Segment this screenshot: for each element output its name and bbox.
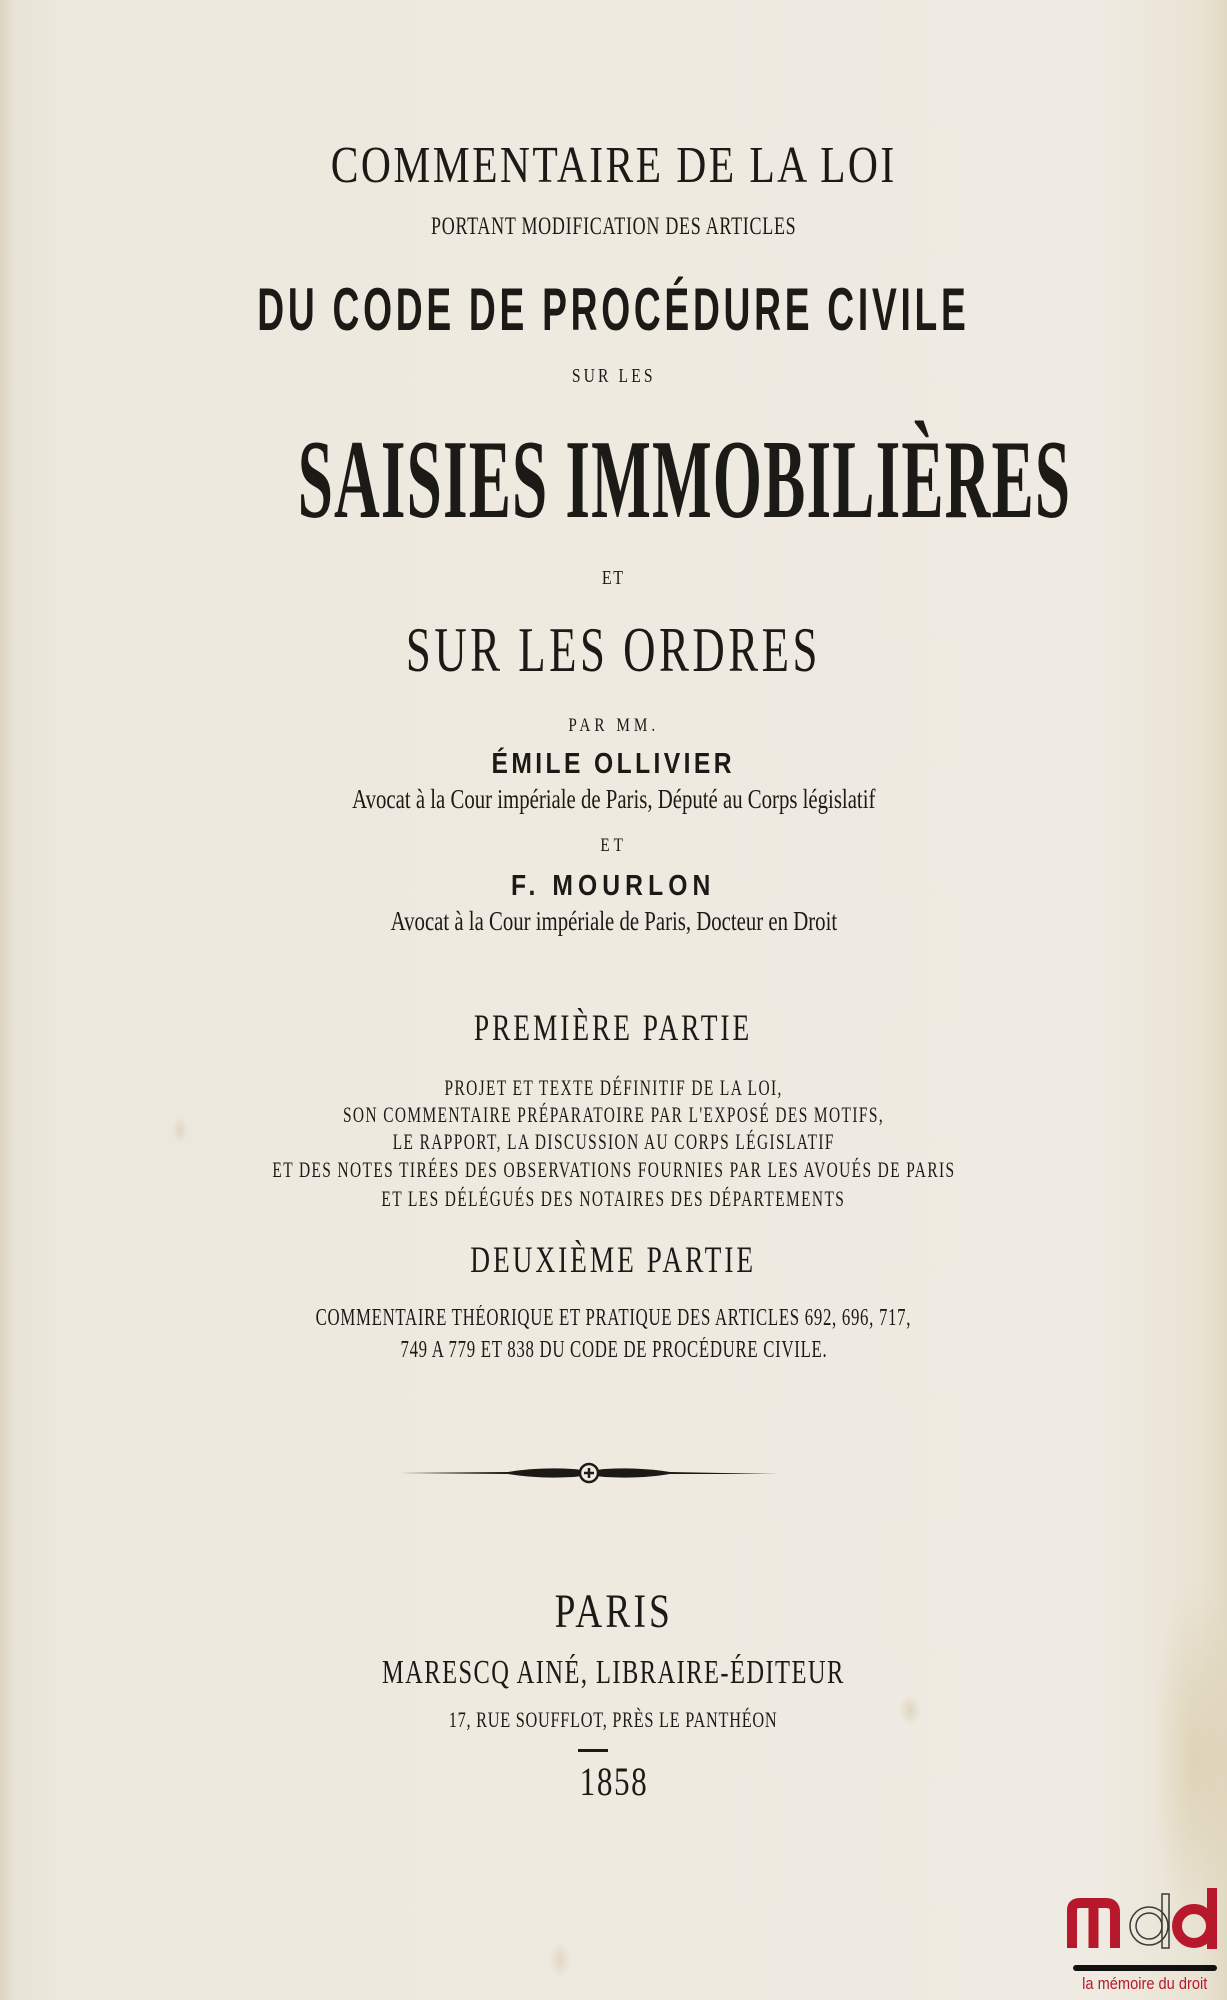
imprint-city: PARIS [554,1585,673,1638]
title-line-portant: PORTANT MODIFICATION DES ARTICLES [430,213,797,240]
author-name-mourlon: F. MOURLON [511,870,716,902]
part-one-line: LE RAPPORT, LA DISCUSSION AU CORPS LÉGISLATIF [392,1129,835,1154]
part-one-line: SON COMMENTAIRE PRÉPARATOIRE PAR L'EXPOSÉ DES MOTIFS, [342,1102,885,1127]
title-line-commentaire: COMMENTAIRE DE LA LOI [330,137,897,194]
part-two-heading: DEUXIÈME PARTIE [470,1240,757,1281]
author-description-mourlon: Avocat à la Cour impériale de Paris, Docteur en Droit [390,906,837,936]
title-line-code-procedure: DU CODE DE PROCÉDURE CIVILE [257,276,970,343]
authors-intro: PAR MM. [568,715,659,736]
main-title-saisies: SAISIES IMMOBILIÈRES [297,418,1072,542]
authors-conjunction: ET [600,835,627,856]
part-one-line: PROJET ET TEXTE DÉFINITIF DE LA LOI, [444,1075,783,1100]
title-line-et: ET [602,567,625,589]
ornament-rule-icon [398,1461,780,1485]
author-description-ollivier: Avocat à la Cour impériale de Paris, Député au Corps législatif [351,784,876,814]
part-two-line: 749 A 779 ET 838 DU CODE DE PROCÉDURE CIVILE. [400,1337,827,1363]
mdd-watermark-logo [1066,1886,1224,1996]
mdd-logo-icon [1066,1886,1222,1950]
part-one-line: ET DES NOTES TIRÉES DES OBSERVATIONS FOURNIES PAR LES AVOUÉS DE PARIS [271,1157,956,1182]
part-one-heading: PREMIÈRE PARTIE [474,1008,753,1049]
part-two-line: COMMENTAIRE THÉORIQUE ET PRATIQUE DES ARTICLES 692, 696, 717, [315,1305,912,1331]
imprint-address: 17, RUE SOUFFLOT, PRÈS LE PANTHÉON [449,1707,778,1732]
title-line-ordres: SUR LES ORDRES [406,614,821,685]
part-one-line: ET LES DÉLÉGUÉS DES NOTAIRES DES DÉPARTEMENTS [381,1186,846,1211]
logo-bar [1073,1965,1217,1971]
title-line-sur-les: SUR LES [571,365,656,387]
author-name-ollivier: ÉMILE OLLIVIER [491,748,736,780]
imprint-publisher: MARESCQ AINÉ, LIBRAIRE-ÉDITEUR [382,1654,845,1691]
imprint-divider [578,1749,608,1752]
imprint-year: 1858 [579,1759,648,1804]
logo-tagline: la mémoire du droit [1082,1974,1208,1993]
